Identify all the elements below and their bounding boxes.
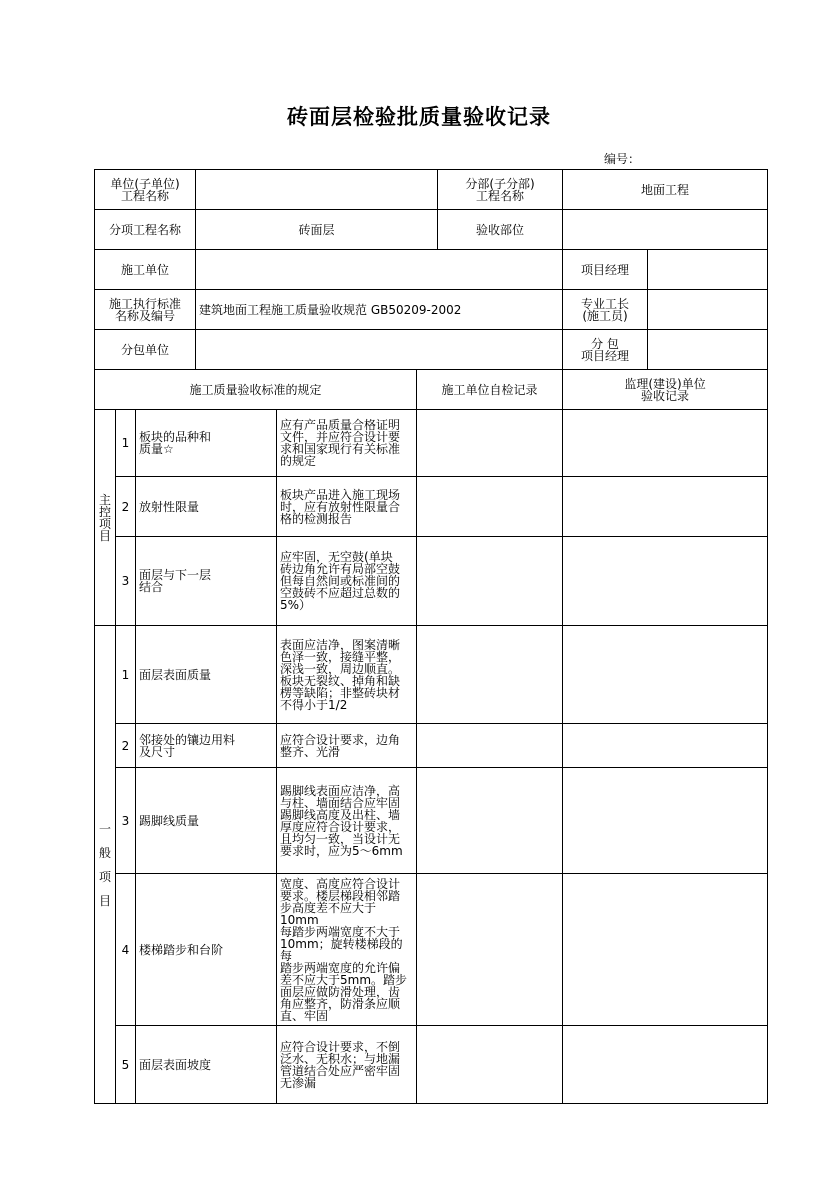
column-header-supervision: 监理(建设)单位 验收记录 bbox=[563, 370, 768, 410]
construction-unit-field[interactable] bbox=[196, 250, 563, 290]
item-number: 2 bbox=[116, 724, 136, 768]
item-number: 1 bbox=[116, 626, 136, 724]
supervision-record-cell[interactable] bbox=[563, 724, 768, 768]
self-check-record-cell[interactable] bbox=[417, 626, 563, 724]
item-name: 板块的品种和 质量☆ bbox=[136, 410, 277, 477]
sub-division-name-field[interactable]: 地面工程 bbox=[563, 170, 768, 210]
item-number: 3 bbox=[116, 768, 136, 874]
main-control-group-label: 主 控 项 目 bbox=[95, 410, 116, 626]
foreman-label: 专业工长 (施工员) bbox=[563, 290, 648, 330]
item-number: 1 bbox=[116, 410, 136, 477]
item-name: 踢脚线质量 bbox=[136, 768, 277, 874]
standard-name-label: 施工执行标准 名称及编号 bbox=[95, 290, 196, 330]
item-requirement: 应牢固，无空鼓(单块 砖边角允许有局部空鼓 但每自然间或标准间的 空鼓砖不应超过总数的 5%） bbox=[277, 537, 417, 626]
construction-unit-label: 施工单位 bbox=[95, 250, 196, 290]
subcontractor-field[interactable] bbox=[196, 330, 563, 370]
project-manager-field[interactable] bbox=[648, 250, 768, 290]
subcontractor-label: 分包单位 bbox=[95, 330, 196, 370]
sub-item-name-field[interactable]: 砖面层 bbox=[196, 210, 438, 250]
item-requirement: 应符合设计要求，边角 整齐、光滑 bbox=[277, 724, 417, 768]
item-requirement: 应有产品质量合格证明 文件，并应符合设计要 求和国家现行有关标准 的规定 bbox=[277, 410, 417, 477]
foreman-field[interactable] bbox=[648, 290, 768, 330]
acceptance-location-field[interactable] bbox=[563, 210, 768, 250]
item-name: 放射性限量 bbox=[136, 477, 277, 537]
item-number: 4 bbox=[116, 874, 136, 1026]
item-requirement: 宽度、高度应符合设计 要求。楼层梯段相邻踏 步高度差不应大于10mm 每踏步两端宽度不大于 10mm；旋转楼梯段的每 踏步两端宽度的允许偏 差不应大于5mm。踏步 面层应做防滑处理，齿 角应整齐，防滑条应顺 直、牢固 bbox=[277, 874, 417, 1026]
self-check-record-cell[interactable] bbox=[417, 410, 563, 477]
acceptance-location-label: 验收部位 bbox=[438, 210, 563, 250]
item-requirement: 表面应洁净，图案清晰 色泽一致，接缝平整， 深浅一致，周边顺直。 板块无裂纹、掉角和缺 楞等缺陷；非整砖块材 不得小于1/2 bbox=[277, 626, 417, 724]
supervision-record-cell[interactable] bbox=[563, 768, 768, 874]
self-check-record-cell[interactable] bbox=[417, 477, 563, 537]
self-check-record-cell[interactable] bbox=[417, 768, 563, 874]
document-number-label: 编号： bbox=[604, 152, 641, 166]
item-name: 面层表面质量 bbox=[136, 626, 277, 724]
project-manager-label: 项目经理 bbox=[563, 250, 648, 290]
supervision-record-cell[interactable] bbox=[563, 410, 768, 477]
sub-item-name-label: 分项工程名称 bbox=[95, 210, 196, 250]
supervision-record-cell[interactable] bbox=[563, 626, 768, 724]
item-name: 邻接处的镶边用料 及尺寸 bbox=[136, 724, 277, 768]
item-requirement: 应符合设计要求，不倒 泛水、无积水；与地漏 管道结合处应严密牢固 无渗漏 bbox=[277, 1026, 417, 1104]
column-header-standard: 施工质量验收标准的规定 bbox=[95, 370, 417, 410]
item-name: 楼梯踏步和台阶 bbox=[136, 874, 277, 1026]
item-number: 2 bbox=[116, 477, 136, 537]
standard-name-field[interactable]: 建筑地面工程施工质量验收规范 GB50209-2002 bbox=[196, 290, 563, 330]
item-number: 5 bbox=[116, 1026, 136, 1104]
supervision-record-cell[interactable] bbox=[563, 477, 768, 537]
item-name: 面层表面坡度 bbox=[136, 1026, 277, 1104]
item-requirement: 踢脚线表面应洁净，高 与柱、墙面结合应牢固 踢脚线高度及出柱、墙 厚度应符合设计要求， 且均匀一致，当设计无 要求时，应为5～6mm bbox=[277, 768, 417, 874]
self-check-record-cell[interactable] bbox=[417, 537, 563, 626]
page-title: 砖面层检验批质量验收记录 bbox=[287, 105, 551, 129]
subcontract-manager-label: 分 包 项目经理 bbox=[563, 330, 648, 370]
supervision-record-cell[interactable] bbox=[563, 1026, 768, 1104]
self-check-record-cell[interactable] bbox=[417, 1026, 563, 1104]
general-group-label: 一 般 项 目 bbox=[95, 626, 116, 1104]
item-name: 面层与下一层 结合 bbox=[136, 537, 277, 626]
supervision-record-cell[interactable] bbox=[563, 874, 768, 1026]
self-check-record-cell[interactable] bbox=[417, 724, 563, 768]
unit-project-name-label: 单位(子单位) 工程名称 bbox=[95, 170, 196, 210]
acceptance-record-table bbox=[94, 169, 768, 1104]
item-number: 3 bbox=[116, 537, 136, 626]
unit-project-name-field[interactable] bbox=[196, 170, 438, 210]
supervision-record-cell[interactable] bbox=[563, 537, 768, 626]
item-requirement: 板块产品进入施工现场 时，应有放射性限量合 格的检测报告 bbox=[277, 477, 417, 537]
column-header-self-check: 施工单位自检记录 bbox=[417, 370, 563, 410]
sub-division-name-label: 分部(子分部) 工程名称 bbox=[438, 170, 563, 210]
subcontract-manager-field[interactable] bbox=[648, 330, 768, 370]
self-check-record-cell[interactable] bbox=[417, 874, 563, 1026]
